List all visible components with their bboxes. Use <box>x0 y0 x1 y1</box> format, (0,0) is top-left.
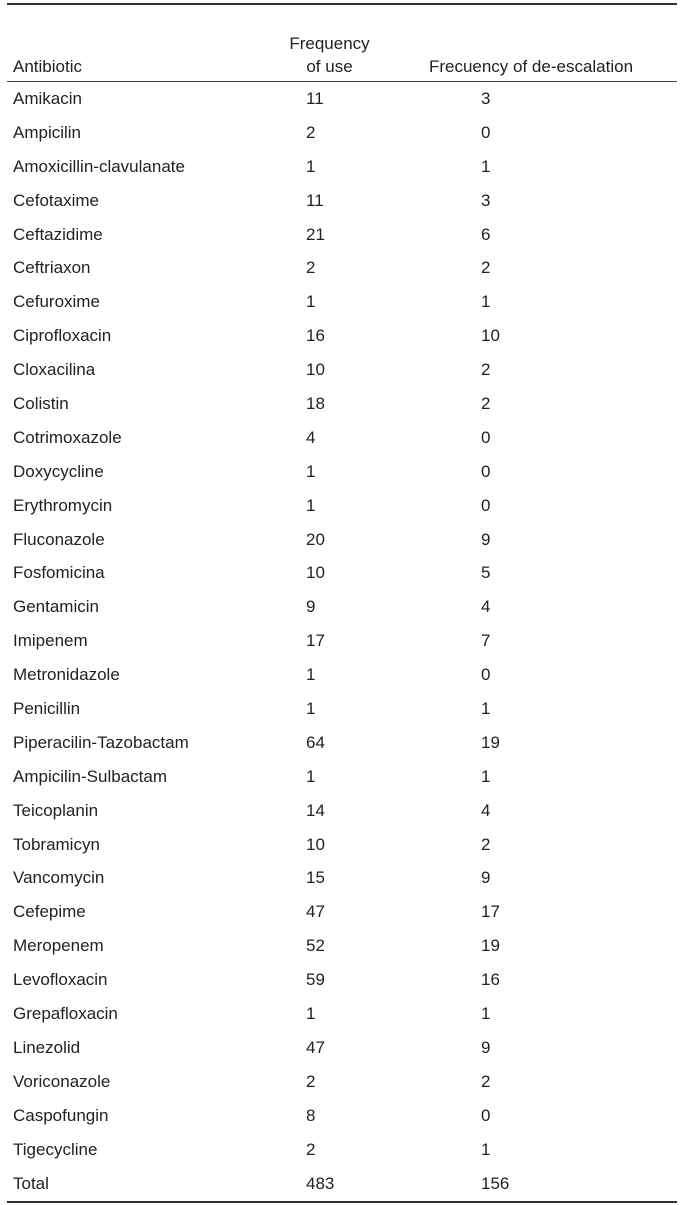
antibiotic-name-cell: Levofloxacin <box>13 970 108 990</box>
total-row <box>7 1167 677 1202</box>
antibiotic-name-cell: Ceftazidime <box>13 224 103 244</box>
table-row <box>7 1031 677 1065</box>
total-use-cell: 483 <box>274 1167 385 1202</box>
total-descalation-cell: 156 <box>385 1167 677 1202</box>
table-row <box>7 421 677 455</box>
antibiotic-name-cell: Erythromycin <box>13 495 113 515</box>
frequency-of-descalation-cell: 1 <box>481 698 491 718</box>
antibiotic-name-cell: Colistin <box>13 393 69 413</box>
antibiotic-name-cell: Gentamicin <box>13 597 99 617</box>
frequency-of-descalation-cell: 2 <box>481 834 491 854</box>
frequency-of-descalation-cell: 9 <box>481 529 491 549</box>
frequency-of-use-cell: 2 <box>306 122 316 142</box>
table-row <box>7 590 677 624</box>
antibiotic-name-cell: Cefuroxime <box>13 292 100 312</box>
antibiotic-name-cell: Piperacilin-Tazobactam <box>13 732 189 752</box>
frequency-of-use-cell: 2 <box>306 258 316 278</box>
frequency-of-use-cell: 16 <box>306 326 325 346</box>
table-row <box>7 624 677 658</box>
header-frequency-of-use <box>274 5 385 82</box>
table-row <box>7 353 677 387</box>
table-row <box>7 997 677 1031</box>
table-row <box>7 692 677 726</box>
frequency-of-use-cell: 64 <box>306 732 325 752</box>
frequency-of-descalation-cell: 5 <box>481 563 491 583</box>
frequency-of-use-cell: 4 <box>306 427 316 447</box>
table-row <box>7 285 677 319</box>
table-row <box>7 929 677 963</box>
table-row <box>7 184 677 218</box>
frequency-of-use-cell: 59 <box>306 970 325 990</box>
frequency-of-use-cell: 1 <box>306 766 316 786</box>
antibiotic-name-cell: Teicoplanin <box>13 800 99 820</box>
frequency-of-use-cell: 9 <box>306 597 316 617</box>
table-row <box>7 319 677 353</box>
table-row <box>7 387 677 421</box>
antibiotic-name-cell: Tobramicyn <box>13 834 100 854</box>
table-row <box>7 861 677 895</box>
table-row <box>7 116 677 150</box>
frequency-of-descalation-cell: 1 <box>481 292 491 312</box>
frequency-of-descalation-cell: 16 <box>481 970 500 990</box>
frequency-of-use-cell: 17 <box>306 631 325 651</box>
frequency-of-descalation-cell: 2 <box>481 1071 491 1091</box>
antibiotic-name-cell: Linezolid <box>13 1037 81 1057</box>
frequency-of-use-cell: 47 <box>306 902 325 922</box>
header-frequency-line1: Frequency <box>289 34 370 53</box>
antibiotic-name-cell: Cefepime <box>13 902 86 922</box>
table-row <box>7 489 677 523</box>
antibiotic-name-cell: Amoxicillin-clavulanate <box>13 156 185 176</box>
table-row <box>7 82 677 116</box>
frequency-of-descalation-cell: 1 <box>481 766 491 786</box>
antibiotic-name-cell: Tigecycline <box>13 1139 98 1159</box>
frequency-of-descalation-cell: 9 <box>481 1037 491 1057</box>
antibiotic-name-cell: Fosfomicina <box>13 563 105 583</box>
table-row <box>7 760 677 794</box>
frequency-of-use-cell: 1 <box>306 665 316 685</box>
frequency-of-descalation-cell: 2 <box>481 393 491 413</box>
frequency-of-descalation-cell: 0 <box>481 122 491 142</box>
antibiotic-name-cell: Cefotaxime <box>13 190 99 210</box>
frequency-of-use-cell: 2 <box>306 1139 316 1159</box>
frequency-of-descalation-cell: 4 <box>481 800 491 820</box>
frequency-of-descalation-cell: 0 <box>481 461 491 481</box>
table-row <box>7 1099 677 1133</box>
table-row <box>7 251 677 285</box>
header-frequency-of-descalation: Frecuency of de-escalation <box>385 5 677 82</box>
antibiotic-table-container <box>7 0 677 1203</box>
table-row <box>7 895 677 929</box>
frequency-of-descalation-cell: 1 <box>481 156 491 176</box>
frequency-of-use-cell: 10 <box>306 360 325 380</box>
table-row <box>7 150 677 184</box>
antibiotic-name-cell: Caspofungin <box>13 1105 109 1125</box>
frequency-of-use-cell: 20 <box>306 529 325 549</box>
frequency-of-use-cell: 15 <box>306 868 325 888</box>
antibiotic-name-cell: Doxycycline <box>13 461 104 481</box>
antibiotic-name-cell: Meropenem <box>13 936 104 956</box>
table-row <box>7 658 677 692</box>
frequency-of-use-cell: 1 <box>306 698 316 718</box>
frequency-of-descalation-cell: 1 <box>481 1139 491 1159</box>
antibiotic-name-cell: Vancomycin <box>13 868 105 888</box>
frequency-of-use-cell: 47 <box>306 1037 325 1057</box>
frequency-of-use-cell: 1 <box>306 1003 316 1023</box>
frequency-of-descalation-cell: 17 <box>481 902 500 922</box>
antibiotic-name-cell: Ceftriaxon <box>13 258 91 278</box>
table-row <box>7 1065 677 1099</box>
frequency-of-use-cell: 18 <box>306 393 325 413</box>
antibiotic-name-cell: Ampicilin <box>13 122 82 142</box>
frequency-of-use-cell: 2 <box>306 1071 316 1091</box>
antibiotic-name-cell: Ciprofloxacin <box>13 326 112 346</box>
antibiotic-name-cell: Grepafloxacin <box>13 1003 118 1023</box>
frequency-of-use-cell: 52 <box>306 936 325 956</box>
frequency-of-use-cell: 11 <box>306 88 324 108</box>
table-header <box>7 4 677 82</box>
frequency-of-descalation-cell: 7 <box>481 631 491 651</box>
frequency-of-descalation-cell: 6 <box>481 224 491 244</box>
table-row <box>7 218 677 252</box>
frequency-of-use-cell: 14 <box>306 800 325 820</box>
table-row <box>7 1133 677 1167</box>
table-body <box>7 82 677 1202</box>
header-frequency-line2: of use <box>306 57 353 76</box>
antibiotic-name-cell: Fluconazole <box>13 529 105 549</box>
table-row <box>7 556 677 590</box>
header-antibiotic: Antibiotic <box>7 5 274 82</box>
frequency-of-descalation-cell: 19 <box>481 936 500 956</box>
frequency-of-use-cell: 1 <box>306 461 316 481</box>
frequency-of-descalation-cell: 0 <box>481 1105 491 1125</box>
frequency-of-descalation-cell: 0 <box>481 665 491 685</box>
frequency-of-use-cell: 10 <box>306 834 325 854</box>
table-row <box>7 726 677 760</box>
antibiotic-name-cell: Penicillin <box>13 698 81 718</box>
antibiotic-name-cell: Metronidazole <box>13 665 120 685</box>
frequency-of-descalation-cell: 19 <box>481 732 500 752</box>
frequency-of-descalation-cell: 10 <box>481 326 500 346</box>
table-row <box>7 523 677 557</box>
frequency-of-use-cell: 1 <box>306 156 316 176</box>
antibiotic-name-cell: Imipenem <box>13 631 88 651</box>
antibiotic-name-cell: Cloxacilina <box>13 360 96 380</box>
table-row <box>7 455 677 489</box>
frequency-of-descalation-cell: 0 <box>481 495 491 515</box>
table-row <box>7 828 677 862</box>
table-row <box>7 794 677 828</box>
frequency-of-use-cell: 11 <box>306 190 324 210</box>
antibiotic-table <box>7 3 677 1203</box>
frequency-of-use-cell: 1 <box>306 495 316 515</box>
frequency-of-descalation-cell: 4 <box>481 597 491 617</box>
antibiotic-name-cell: Ampicilin-Sulbactam <box>13 766 167 786</box>
antibiotic-name-cell: Amikacin <box>13 88 82 108</box>
frequency-of-descalation-cell: 0 <box>481 427 491 447</box>
total-label-cell: Total <box>7 1167 274 1202</box>
frequency-of-use-cell: 21 <box>306 224 325 244</box>
frequency-of-descalation-cell: 2 <box>481 258 491 278</box>
frequency-of-descalation-cell: 1 <box>481 1003 491 1023</box>
table-row <box>7 963 677 997</box>
frequency-of-descalation-cell: 3 <box>481 190 491 210</box>
frequency-of-use-cell: 8 <box>306 1105 316 1125</box>
frequency-of-use-cell: 10 <box>306 563 325 583</box>
frequency-of-descalation-cell: 9 <box>481 868 491 888</box>
frequency-of-use-cell: 1 <box>306 292 316 312</box>
frequency-of-descalation-cell: 2 <box>481 360 491 380</box>
antibiotic-name-cell: Voriconazole <box>13 1071 111 1091</box>
frequency-of-descalation-cell: 3 <box>481 88 491 108</box>
antibiotic-name-cell: Cotrimoxazole <box>13 427 122 447</box>
